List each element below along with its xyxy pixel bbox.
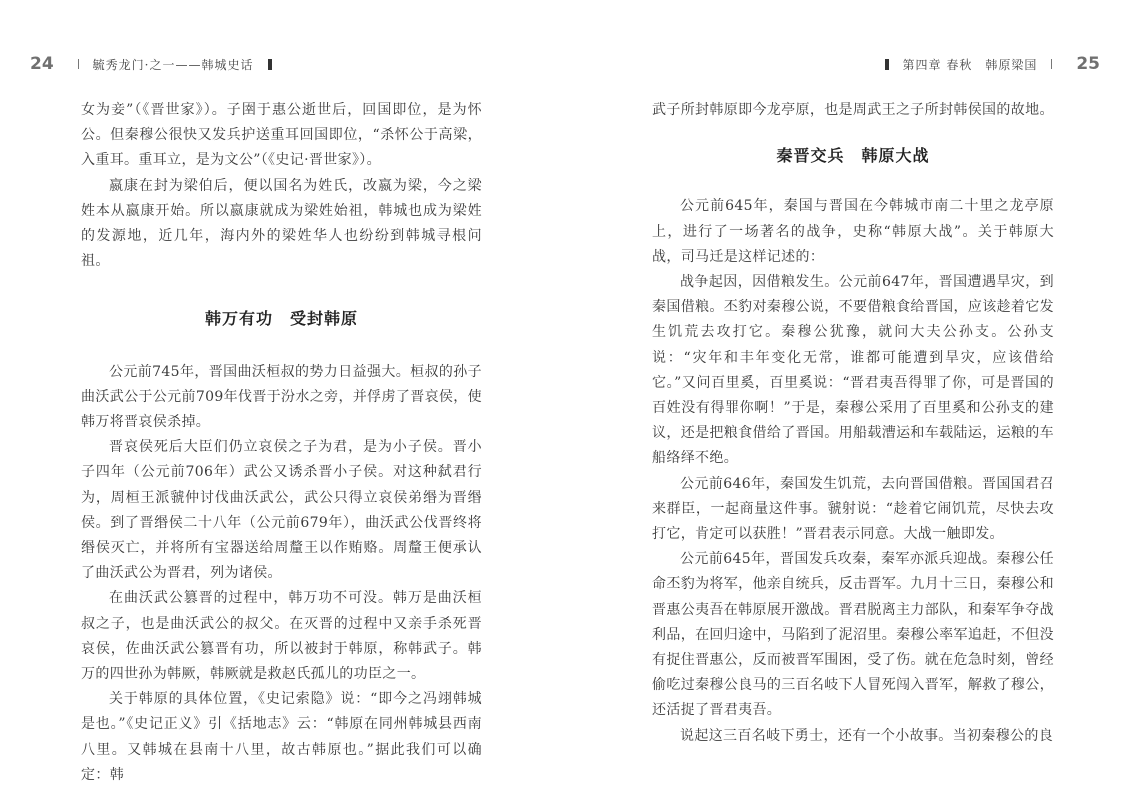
paragraph: 公元前646年，秦国发生饥荒，去向晋国借粮。晋国国君召来群臣，一起商量这件事。虢射说：“趁着它闹饥荒，尽快去攻打它，肯定可以获胜！”晋君表示同意。大战一触即发。 <box>652 475 1054 543</box>
paragraph: 嬴康在封为梁伯后，便以国名为姓氏，改嬴为梁，今之梁姓本从嬴康开始。所以嬴康就成为梁姓始祖，韩城也成为梁姓的发源地，近几年，海内外的梁姓华人也纷纷到韩城寻根问祖。 <box>81 177 482 270</box>
paragraph: 公元前645年，秦国与晋国在今韩城市南二十里之龙亭原上，进行了一场著名的战争，史称“韩原大战”。关于韩原大战，司马迁是这样记述的： <box>652 198 1054 265</box>
running-title: 毓秀龙门·之一——韩城史话 <box>92 57 254 72</box>
paragraph: 战争起因，因借粮发生。公元前647年，晋国遭遇旱灾，到秦国借粮。丕豹对秦穆公说，不要借粮食给晋国，应该趁着它发生饥荒去攻打它。秦穆公犹豫，就问大夫公孙支。公孙支说：“灾年和丰年变化无常，谁都可能遭到旱灾，应该借给它。”又问百里奚，百里奚说：“晋君夷吾得罪了你，可是晋国的百姓没有得罪你啊！”于是，秦穆公采用了百里奚和公孙支的建议，还是把粮食借给了晋国。用船载漕运和车载陆运，运粮的车船络绎不绝。 <box>652 274 1054 467</box>
paragraph: 公元前645年，晋国发兵攻秦，秦军亦派兵迎战。秦穆公任命丕豹为将军，他亲自统兵，反击晋军。九月十三日，秦穆公和晋惠公夷吾在韩原展开激战。晋君脱离主力部队，和秦军争夺战利品，在回归途中，马陷到了泥沼里。秦穆公率军追赶，不但没有捉住晋惠公，反而被晋军围困，受了伤。就在危急时刻，曾经偷吃过秦穆公良马的三百名岐下人冒死闯入晋军，解救了穆公，还活捉了晋君夷吾。 <box>652 551 1054 719</box>
header-divider <box>1051 59 1052 69</box>
paragraph: 女为妾”（《晋世家》）。子圉于惠公逝世后，回国即位，是为怀公。但秦穆公很快又发兵护送重耳回国即位，“杀怀公于高梁，入重耳。重耳立，是为文公”（《史记·晋世家》）。 <box>81 102 482 169</box>
paragraph: 武子所封韩原即今龙亭原，也是周武王之子所封韩侯国的故地。 <box>652 102 1054 118</box>
page-number: 25 <box>1076 54 1100 74</box>
paragraph: 关于韩原的具体位置，《史记索隐》说：“即今之冯翊韩城是也。”《史记正义》引《括地志》云：“韩原在同州韩城县西南八里。又韩城在县南十八里，故古韩原也。”据此我们可以确定：韩 <box>81 691 482 783</box>
section-title: 韩万有功 受封韩原 <box>204 309 358 329</box>
running-title: 第四章 春秋 韩原梁国 <box>902 57 1038 72</box>
right-page <box>566 0 1132 799</box>
paragraph: 说起这三百名岐下勇士，还有一个小故事。当初秦穆公的良 <box>680 727 1054 744</box>
paragraph: 公元前745年，晋国曲沃桓叔的势力日益强大。桓叔的孙子曲沃武公于公元前709年伐晋于汾水之旁，并俘虏了晋哀侯，使韩万将晋哀侯杀掉。 <box>81 363 482 431</box>
header-divider <box>78 59 79 69</box>
paragraph: 晋哀侯死后大臣们仍立哀侯之子为君，是为小子侯。晋小子四年（公元前706年）武公又诱杀晋小子侯。对这种弑君行为，周桓王派虢仲讨伐曲沃武公，武公只得立哀侯弟缗为晋缗侯。到了晋缗侯二十八年（公元前679年），曲沃武公伐晋终将缗侯灭亡，并将所有宝器送给周釐王以作贿赂。周釐王便承认了曲沃武公为晋君，列为诸侯。 <box>81 439 482 582</box>
section-title: 秦晋交兵 韩原大战 <box>776 146 930 166</box>
header-marker <box>885 59 889 70</box>
left-page-header <box>30 52 286 76</box>
page-number: 24 <box>30 54 54 74</box>
left-page-body <box>81 98 482 788</box>
right-page-header <box>871 52 1101 76</box>
paragraph: 在曲沃武公篡晋的过程中，韩万功不可没。韩万是曲沃桓叔之子，也是曲沃武公的叔父。在灭晋的过程中又亲手杀死晋哀侯，佐曲沃武公篡晋有功，所以被封于韩原，称韩武子。韩万的四世孙为韩厥，韩厥就是救赵氏孤儿的功臣之一。 <box>81 590 482 683</box>
right-page-body <box>652 98 1054 749</box>
header-marker <box>268 59 272 70</box>
